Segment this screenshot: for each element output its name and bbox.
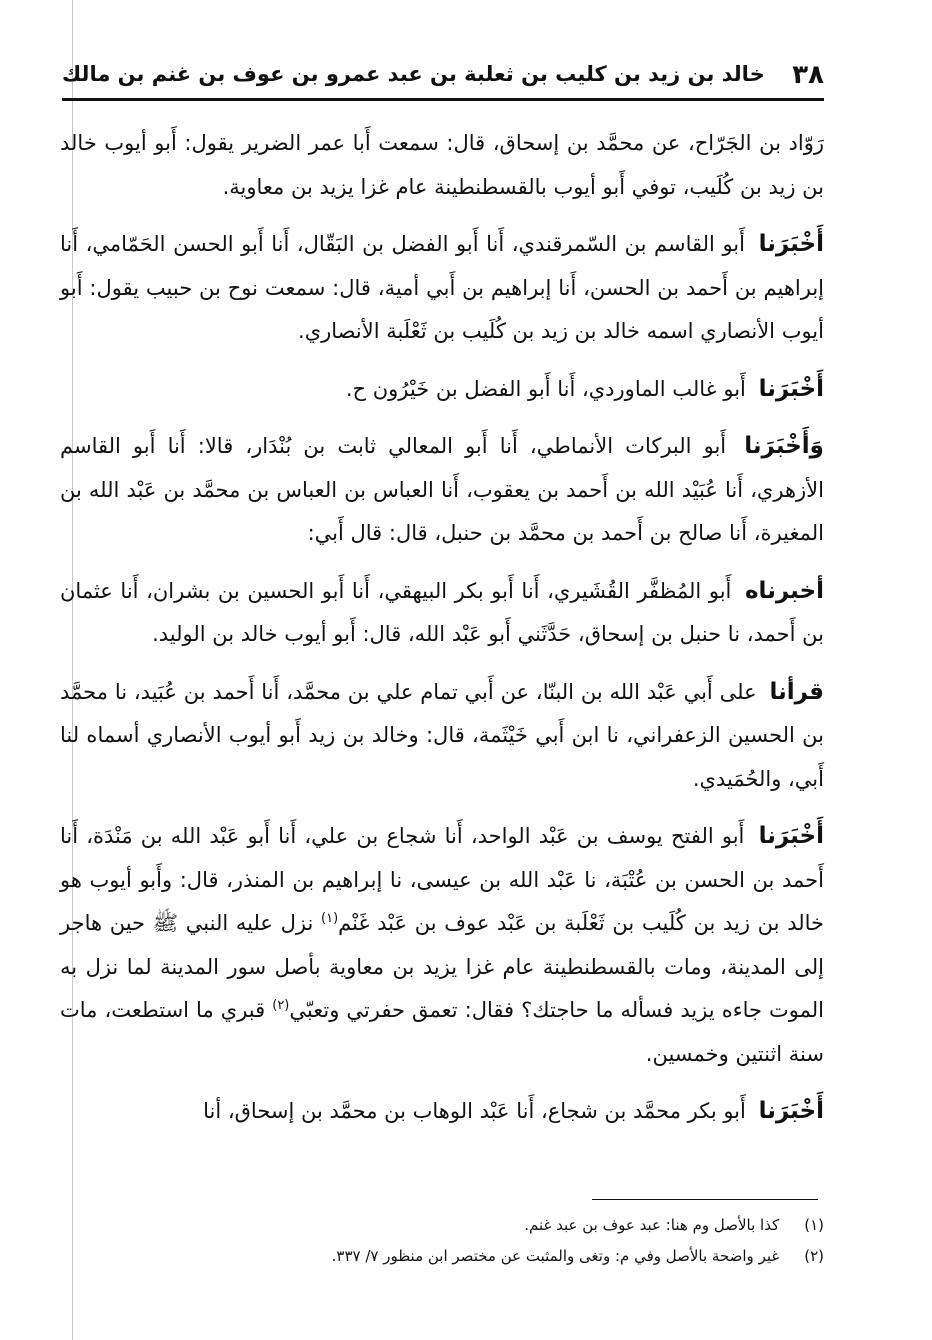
paragraph-lead: أَخْبَرَنا	[758, 231, 824, 257]
paragraph-text-continued: نزل عليه النبي ﷺ حين هاجر إلى المدينة، ومات بالقسطنطينة عام غزا يزيد بن معاوية بأصل سور المدينة لما نزل به الموت جاءه يزيد فسأله ما حاجتك؟ فقال: تعمق حفرتي وتعبّي	[60, 911, 824, 1022]
paragraph-lead: وَأَخْبَرَنا	[744, 433, 824, 459]
running-header	[62, 54, 824, 101]
header-title: خالد بن زيد بن كليب بن ثعلبة بن عبد عمرو بن عوف بن غنم بن مالك	[62, 62, 765, 86]
paragraph-text: أَبو الفتح يوسف بن عَبْد الواحد، أَنا شجاع بن علي، أَنا أَبو عَبْد الله بن مَنْدَة، أَنا أَحمد بن الحسن بن عُتْبَة، نا عَبْد الله بن عيسى، نا إبراهيم بن المنذر، قال: وأَبو أيوب هو خالد بن زيد بن كُلَيب بن ثَعْلَبة بن عَبْد عوف بن عَبْد غَنْم	[60, 824, 824, 935]
paragraph-lead: قرأنا	[769, 678, 824, 705]
paragraph-text: رَوّاد بن الجَرّاح، عن محمَّد بن إسحاق، قال: سمعت أَبا عمر الضرير يقول: أَبو أيوب خالد بن زيد بن كُلَيب، توفي أَبو أيوب بالقسطنطينة عام غزا يزيد بن معاوية.	[60, 131, 824, 199]
footnote-text: غير واضحة بالأصل وفي م: وتغى والمثبت عن مختصر ابن منظور ٧/ ٣٣٧.	[331, 1247, 780, 1265]
paragraph-text-end: قبري ما استطعت، مات سنة اثنتين وخمسين.	[60, 998, 824, 1066]
footnote-ref-2: (٢)	[272, 998, 290, 1013]
paragraph	[60, 122, 824, 209]
footnote	[240, 1241, 824, 1272]
footnote-number: (١)	[804, 1216, 824, 1234]
paragraph	[60, 815, 824, 1076]
footnote-number: (٢)	[804, 1247, 824, 1265]
footnotes	[240, 1210, 824, 1272]
footnote-text: كذا بالأصل وم هنا: عبد عوف بن عبد غنم.	[524, 1216, 780, 1234]
paragraph-text: أَبو البركات الأنماطي، أَنا أَبو المعالي ثابت بن بُنْدَار، قالا: أَنا أَبو القاسم الأزهري، أَنا عُبَيْد الله بن أَحمد بن يعقوب، أَنا العباس بن العباس بن محمَّد بن عَبْد الله بن المغيرة، أَنا صالح بن أَحمد بن محمَّد بن حنبل، قال: قال أَبي:	[60, 434, 824, 545]
paragraph-text: أَبو بكر محمَّد بن شجاع، أَنا عَبْد الوهاب بن محمَّد بن إسحاق، أنا	[203, 1099, 746, 1123]
paragraph-lead: أَخْبَرَنا	[758, 823, 824, 849]
paragraph	[60, 223, 824, 354]
paragraph-lead: أخبرناه	[744, 577, 824, 604]
paragraph-text: على أَبي عَبْد الله بن البنّا، عن أَبي تمام علي بن محمَّد، أَنا أَحمد بن عُبَيد، نا محمَّد بن الحسين الزعفراني، نا ابن أَبي خَيْثَمة، قال: وخالد بن زيد أَبو أيوب الأنصاري أسماه لنا أَبي، والحُمَيدي.	[60, 679, 824, 791]
paragraph-lead: أَخْبَرَنا	[758, 1098, 824, 1124]
footnote-divider	[592, 1199, 818, 1200]
paragraph	[60, 368, 824, 412]
paragraph-text: أَبو المُظفَّر القُشَيري، أَنا أَبو بكر البيهقي، أَنا أَبو الحسين بن بشران، أَنا عثمان بن أَحمد، نا حنبل بن إسحاق، حَدَّثَني أَبو عَبْد الله، قال: أَبو أيوب خالد بن الوليد.	[60, 578, 824, 646]
paragraph	[60, 425, 824, 556]
paragraph-lead: أَخْبَرَنا	[758, 375, 824, 402]
paragraph-text: أَبو غالب الماوردي، أَنا أَبو الفضل بن خَيْرُون ح.	[345, 376, 746, 401]
paragraph	[60, 1090, 824, 1134]
main-text	[60, 122, 824, 1148]
paragraph	[60, 570, 824, 657]
paragraph	[60, 671, 824, 802]
page-number: ٣٨	[792, 60, 824, 90]
footnote-ref-1: (١)	[321, 911, 339, 926]
paragraph-text: أَبو القاسم بن السّمرقندي، أَنا أَبو الفضل بن البَقّال، أَنا أَبو الحسن الحَمّامي، أَنا إبراهيم بن أَحمد بن الحسن، أَنا إبراهيم بن أَبي أمية، قال: سمعت نوح بن حبيب يقول: أَبو أيوب الأنصاري اسمه خالد بن زيد بن كُلَيب بن ثَعْلَبة الأنصاري.	[60, 232, 824, 343]
footnote	[240, 1210, 824, 1241]
